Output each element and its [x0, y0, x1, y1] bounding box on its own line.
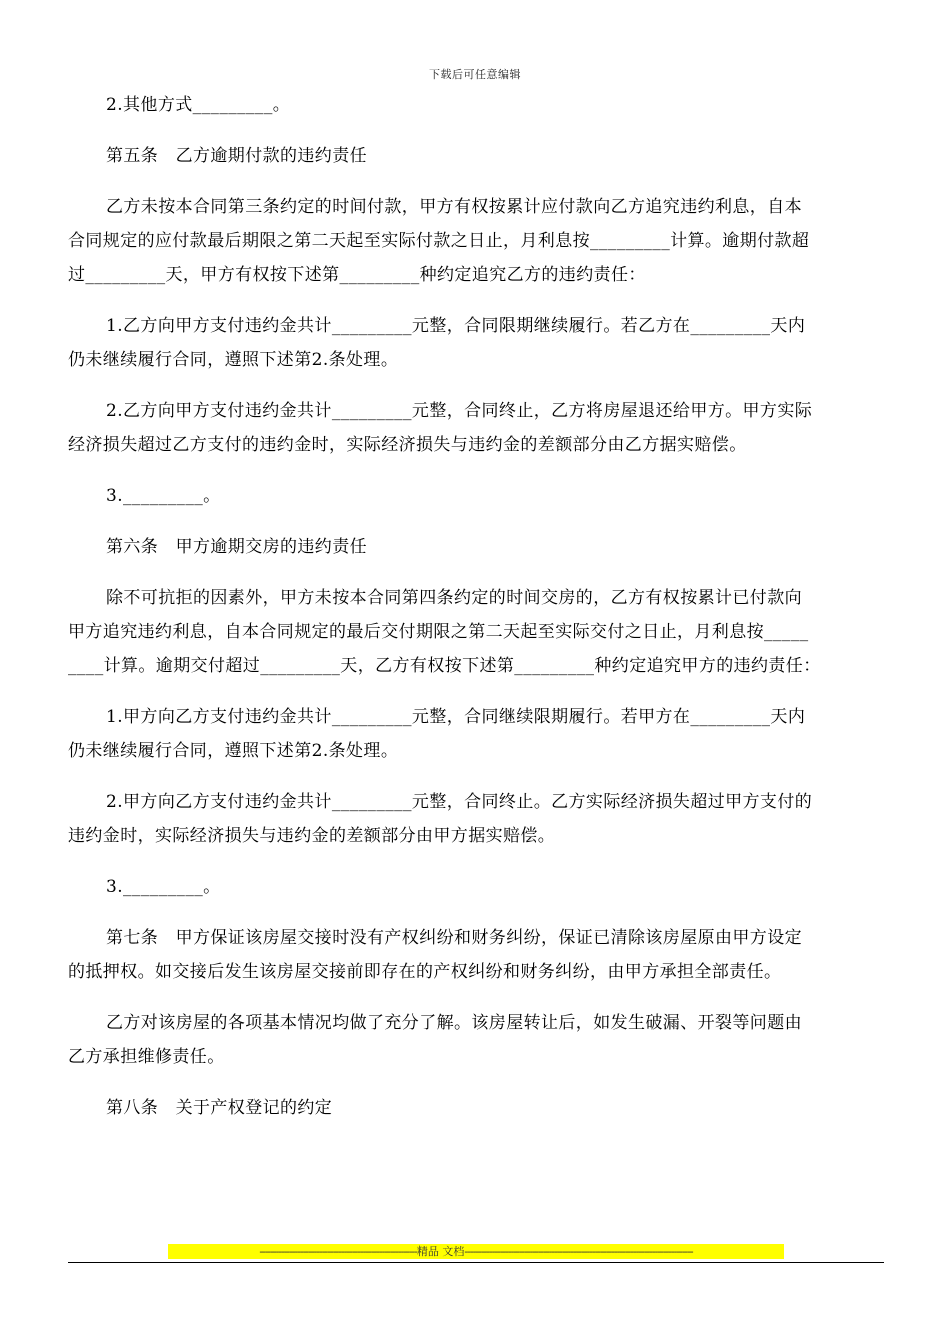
article-heading	[68, 139, 884, 173]
text-line: 合同规定的应付款最后期限之第二天起至实际付款之日止，月利息按_________计算。逾期付款超	[68, 231, 810, 251]
text-line: 仍未继续履行合同，遵照下述第2.条处理。	[68, 350, 399, 370]
footer-label: 精品 文档	[416, 1245, 465, 1258]
text-line: 乙方未按本合同第三条约定的时间付款，甲方有权按累计应付款向乙方追究违约利息，自本	[106, 197, 802, 217]
text-line: 3._________。	[106, 877, 221, 897]
text-line: 2.乙方向甲方支付违约金共计_________元整，合同终止，乙方将房屋退还给甲方。甲方实际	[106, 401, 813, 421]
text-line: 的抵押权。如交接后发生该房屋交接前即存在的产权纠纷和财务纠纷，由甲方承担全部责任。	[68, 962, 782, 982]
text-line: 第六条 甲方逾期交房的违约责任	[106, 537, 367, 557]
paragraph	[68, 190, 884, 292]
text-line: 3._________。	[106, 486, 221, 506]
footer-banner	[168, 1244, 784, 1259]
paragraph	[68, 1006, 884, 1074]
paragraph	[68, 870, 884, 904]
footer-dashes-right: ------------------------------------------------------------------------------------	[464, 1245, 693, 1258]
text-line: 乙方对该房屋的各项基本情况均做了充分了解。该房屋转让后，如发生破漏、开裂等问题由	[106, 1013, 802, 1033]
text-line: 仍未继续履行合同，遵照下述第2.条处理。	[68, 741, 399, 761]
text-line: 2.其他方式_________。	[106, 95, 291, 115]
footer-dashes-left: ----------------------------------------------------------	[259, 1245, 417, 1258]
text-line: ____计算。逾期交付超过_________天，乙方有权按下述第_________种约定追究甲方的违约责任：	[68, 656, 821, 676]
document-body	[68, 88, 884, 1142]
paragraph	[68, 88, 884, 122]
article-heading	[68, 1091, 884, 1125]
text-line: 第八条 关于产权登记的约定	[106, 1098, 333, 1118]
paragraph	[68, 785, 884, 853]
paragraph	[68, 479, 884, 513]
article-heading	[68, 530, 884, 564]
paragraph	[68, 309, 884, 377]
text-line: 过_________天，甲方有权按下述第_________种约定追究乙方的违约责任：	[68, 265, 646, 285]
text-line: 乙方承担维修责任。	[68, 1047, 225, 1067]
paragraph	[68, 394, 884, 462]
text-line: 甲方追究违约利息，自本合同规定的最后交付期限之第二天起至实际交付之日止，月利息按_____	[68, 622, 809, 642]
text-line: 除不可抗拒的因素外，甲方未按本合同第四条约定的时间交房的，乙方有权按累计已付款向	[106, 588, 802, 608]
text-line: 第五条 乙方逾期付款的违约责任	[106, 146, 367, 166]
text-line: 1.甲方向乙方支付违约金共计_________元整，合同继续限期履行。若甲方在_________天内	[106, 707, 806, 727]
page-header: 下载后可任意编辑	[429, 68, 521, 81]
footer-divider	[68, 1262, 884, 1263]
text-line: 2.甲方向乙方支付违约金共计_________元整，合同终止。乙方实际经济损失超过甲方支付的	[106, 792, 813, 812]
text-line: 第七条 甲方保证该房屋交接时没有产权纠纷和财务纠纷，保证已清除该房屋原由甲方设定	[106, 928, 802, 948]
text-line: 1.乙方向甲方支付违约金共计_________元整，合同限期继续履行。若乙方在_________天内	[106, 316, 806, 336]
text-line: 经济损失超过乙方支付的违约金时，实际经济损失与违约金的差额部分由乙方据实赔偿。	[68, 435, 747, 455]
paragraph	[68, 700, 884, 768]
article-paragraph	[68, 921, 884, 989]
paragraph	[68, 581, 884, 683]
text-line: 违约金时，实际经济损失与违约金的差额部分由甲方据实赔偿。	[68, 826, 556, 846]
